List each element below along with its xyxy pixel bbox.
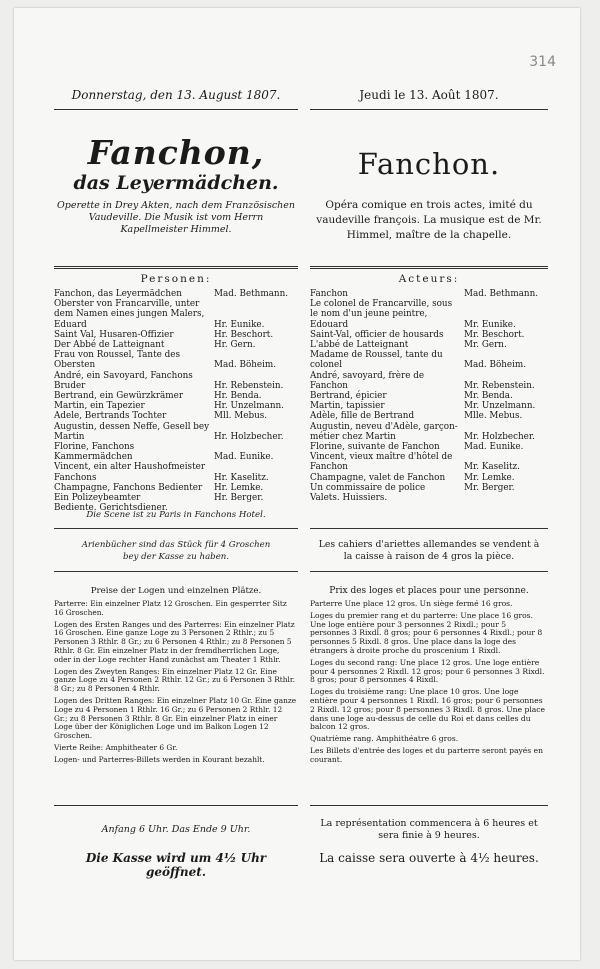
cast-actor: Mr. Gern. [464, 340, 507, 351]
price-entry: Loges du troisième rang: Une place 10 gros. Une loge entière pour 4 personnes 1 Rixdl. 16 gros; pour 6 personnes 2 Rixdl. 12 gros; pour 8 personnes 3 Rixdl. 8 gros. Une place dans une loge au-dessus de celle du Roi et dans celles du balcon 12 gros. [310, 687, 546, 732]
cast-actor: Hr. Rebenstein. [214, 380, 284, 391]
french-prices-heading: Prix des loges et places pour une personne. [329, 586, 529, 596]
french-cast-list [310, 289, 548, 503]
cast-row [310, 452, 548, 472]
cast-actor: Hr. Kaselitz. [214, 472, 269, 483]
cast-role: Martin, tapissier [310, 401, 385, 412]
cast-actor: Hr. Benda. [214, 391, 262, 402]
divider [54, 109, 298, 110]
cast-role: Valets. Huissiers. [310, 493, 388, 504]
french-date: Jeudi le 13. Août 1807. [359, 88, 499, 102]
divider [310, 571, 548, 572]
cast-role: Frau von Roussel, Tante des Obersten [54, 350, 180, 371]
german-subtitle: das Leyermädchen. [73, 172, 279, 194]
price-entry: Logen des Ersten Ranges und des Parterres: Ein einzelner Platz 16 Groschen. Eine ganze Loge zu 3 Personen 2 Rthlr.; zu 5 Personen 3 Rthlr. 8 Gr.; zu 6 Personen 4 Rthlr.; zu 8 Personen 5 Rthlr. 8 Gr. Ein einzelner Platz in der fremdherrlichen Loge, oder in der Loge rechter Hand zunächst am Theater 1 Rthlr. [54, 619, 295, 664]
divider [310, 805, 548, 806]
cast-actor: Hr. Gern. [214, 340, 256, 351]
cast-role: Bertrand, épicier [310, 391, 387, 402]
cast-row [310, 391, 548, 401]
cast-actor: Mr. Kaselitz. [464, 462, 520, 473]
divider [310, 528, 548, 529]
cast-role: Saint-Val, officier de housards [310, 329, 444, 340]
french-title: Fanchon. [357, 147, 501, 181]
german-scene: Die Scene ist zu Paris in Fanchons Hotel. [86, 510, 266, 520]
cast-role: Vincent, ein alter Haushofmeister Fanchons [54, 462, 206, 483]
cast-row [54, 299, 298, 330]
cast-role: Florine, Fanchons Kammermädchen [54, 442, 135, 463]
cast-row [310, 401, 548, 411]
divider [310, 109, 548, 110]
cast-role: Champagne, valet de Fanchon [310, 472, 446, 483]
cast-role: Florine, suivante de Fanchon [310, 442, 440, 453]
cast-actor: Hr. Lemke. [214, 482, 264, 493]
cast-role: André, ein Savoyard, Fanchons Bruder [54, 370, 193, 391]
cast-row [310, 493, 548, 503]
cast-actor: Hr. Unzelmann. [214, 401, 284, 412]
cast-role: Madame de Roussel, tante du colonel [310, 350, 443, 371]
cast-actor: Mr. Rebenstein. [464, 380, 535, 391]
divider [54, 571, 298, 572]
cast-actor: Mad. Böheim. [464, 360, 527, 371]
price-entry: Quatrième rang. Amphithéatre 6 gros. [310, 734, 459, 744]
cast-row [54, 483, 298, 493]
playbill-sheet [14, 8, 580, 960]
german-cast-list [54, 289, 298, 513]
cast-role: Augustin, neveu d'Adèle, garçon-métier chez Martin [310, 421, 458, 442]
french-start-time: La représentation commencera à 6 heures et sera finie à 9 heures. [320, 818, 538, 841]
cast-row [310, 289, 548, 299]
cast-row [310, 422, 548, 442]
price-entry: Vierte Reihe: Amphitheater 6 Gr. [54, 742, 178, 752]
cast-role: Champagne, Fanchons Bedienter [54, 482, 203, 493]
german-booklets: Arienbücher sind das Stück für 4 Groschen bey der Kasse zu haben. [81, 540, 271, 562]
cast-role: Martin, ein Tapezier [54, 401, 145, 412]
cast-row [54, 422, 298, 442]
cast-actor: Mlle. Mebus. [464, 411, 523, 422]
german-description: Operette in Drey Akten, nach dem Französischen Vaudeville. Die Musik ist vom Herrn Kapellmeister Himmel. [56, 200, 296, 235]
price-entry: Logen des Dritten Ranges: Ein einzelner Platz 10 Gr. Eine ganze Loge zu 4 Personen 1 Rthlr. 16 Gr.; zu 6 Personen 2 Rthlr. 12 Gr.; zu 8 Personen 3 Rthlr. 8 Gr. Ein einzelner Platz in einer Loge über der Königlichen Loge und im Balkon Logen 12 Groschen. [54, 695, 297, 741]
cast-actor: Hr. Holzbecher. [214, 431, 284, 442]
cast-row [54, 371, 298, 391]
cast-actor: Hr. Berger. [214, 493, 264, 504]
cast-actor: Mll. Mebus. [214, 411, 268, 422]
cast-actor: Mad. Böheim. [214, 360, 277, 371]
cast-role: Der Abbé de Latteignant [54, 340, 165, 351]
cast-role: Augustin, dessen Neffe, Gesell bey Martin [54, 421, 210, 442]
cast-row [54, 340, 298, 350]
cast-actor [460, 493, 548, 503]
cast-role: Saint Val, Husaren-Offizier [54, 329, 174, 340]
divider [54, 805, 298, 806]
cast-row [54, 411, 298, 421]
archive-number: 314 [529, 54, 556, 70]
divider [54, 266, 298, 269]
cast-actor: Mad. Bethmann. [464, 289, 539, 299]
cast-role: Oberster von Francarville, unter dem Namen eines jungen Malers, Eduard [54, 299, 205, 330]
cast-actor: Mr. Beschort. [464, 329, 525, 340]
french-box-office: La caisse sera ouverte à 4½ heures. [319, 851, 539, 865]
cast-role: Vincent, vieux maître d'hôtel de Fanchon [310, 452, 453, 473]
cast-row [310, 483, 548, 493]
cast-row [54, 289, 298, 299]
divider [310, 266, 548, 269]
cast-actor: Mr. Eunike. [464, 319, 516, 330]
cast-row [54, 442, 298, 462]
german-prices-heading: Preise der Logen und einzelnen Plätze. [90, 586, 262, 596]
german-price-list [54, 600, 298, 768]
cast-table [310, 289, 548, 503]
divider [54, 528, 298, 529]
cast-row [310, 350, 548, 370]
price-entry: Logen des Zweyten Ranges: Ein einzelner Platz 12 Gr. Eine ganze Loge zu 4 Personen 2 Rthlr. 12 Gr.; zu 6 Personen 3 Rthlr. 8 Gr.; zu 8 Personen 4 Rthlr. [54, 666, 295, 694]
cast-row [54, 401, 298, 411]
french-description: Opéra comique en trois actes, imité du vaudeville françois. La musique est de Mr. Himmel, maître de la chapelle. [316, 199, 542, 241]
cast-role: Adèle, fille de Bertrand [310, 411, 415, 422]
german-date: Donnerstag, den 13. August 1807. [71, 88, 281, 102]
cast-role: Adele, Bertrands Tochter [54, 411, 167, 422]
cast-row [310, 473, 548, 483]
cast-table [54, 289, 298, 513]
cast-role: André, savoyard, frère de Fanchon [310, 370, 425, 391]
cast-row [54, 391, 298, 401]
cast-actor: Mr. Lemke. [464, 472, 515, 483]
french-price-list [310, 600, 548, 768]
cast-role: Fanchon [310, 289, 348, 299]
cast-row [310, 299, 548, 330]
cast-row [310, 340, 548, 350]
price-entry: Loges du premier rang et du parterre: Une place 16 gros. Une loge entière pour 3 personnes 2 Rixdl.; pour 5 personnes 3 Rixdl. 8 gros; pour 6 personnes 4 Rixdl.; pour 8 personnes 5 Rixdl. 8 gros. Une place dans la loge des étrangers à droite proche du proscenium 1 Rixdl. [310, 610, 543, 655]
cast-role: Bediente. Gerichtsdiener. [54, 503, 168, 514]
cast-actor: Hr. Eunike. [214, 319, 265, 330]
cast-actor: Mad. Eunike. [214, 452, 274, 463]
cast-actor: Mad. Bethmann. [214, 289, 289, 299]
cast-role: L'abbé de Latteignant [310, 340, 409, 351]
german-cast-heading: Personen: [140, 273, 212, 285]
cast-actor: Mr. Benda. [464, 391, 513, 402]
cast-row [54, 493, 298, 503]
german-start-time: Anfang 6 Uhr. Das Ende 9 Uhr. [101, 824, 251, 835]
cast-row [310, 442, 548, 452]
price-entry: Parterre: Ein einzelner Platz 12 Groschen. Ein gesperrter Sitz 16 Groschen. [54, 599, 287, 617]
cast-row [310, 371, 548, 391]
french-cast-heading: Acteurs: [398, 273, 460, 285]
cast-actor: Mr. Berger. [464, 482, 515, 493]
cast-row [54, 462, 298, 482]
cast-actor: Mr. Holzbecher. [464, 431, 535, 442]
cast-row [310, 411, 548, 421]
cast-role: Bertrand, ein Gewürzkrämer [54, 391, 184, 402]
cast-role: Un commissaire de police [310, 482, 426, 493]
cast-row [54, 330, 298, 340]
german-box-office: Die Kasse wird um 4½ Uhr geöffnet. [85, 851, 267, 879]
cast-actor: Mad. Eunike. [464, 442, 524, 453]
cast-role: Le colonel de Francarville, sous le nom d'un jeune peintre, Edouard [310, 299, 453, 330]
price-entry: Logen- und Parterres-Billets werden in Kourant bezahlt. [54, 754, 265, 764]
cast-role: Ein Polizeybeamter [54, 493, 141, 504]
cast-role: Fanchon, das Leyermädchen [54, 289, 182, 299]
price-entry: Loges du second rang: Une place 12 gros. Une loge entière pour 4 personnes 2 Rixdl. 12 gros; pour 6 personnes 3 Rixdl. 8 gros; pour 8 personnes 4 Rixdl. [310, 657, 545, 685]
cast-actor: Hr. Beschort. [214, 329, 274, 340]
price-entry: Parterre Une place 12 gros. Un siège fermé 16 gros. [310, 599, 513, 608]
cast-actor: Mr. Unzelmann. [464, 401, 536, 412]
cast-row [54, 350, 298, 370]
cast-row [310, 330, 548, 340]
french-booklets: Les cahiers d'ariettes allemandes se vendent à la caisse à raison de 4 gros la pièce. [318, 539, 540, 562]
price-entry: Les Billets d'entrée des loges et du parterre seront payés en courant. [310, 745, 543, 764]
german-title: Fanchon, [87, 133, 265, 172]
